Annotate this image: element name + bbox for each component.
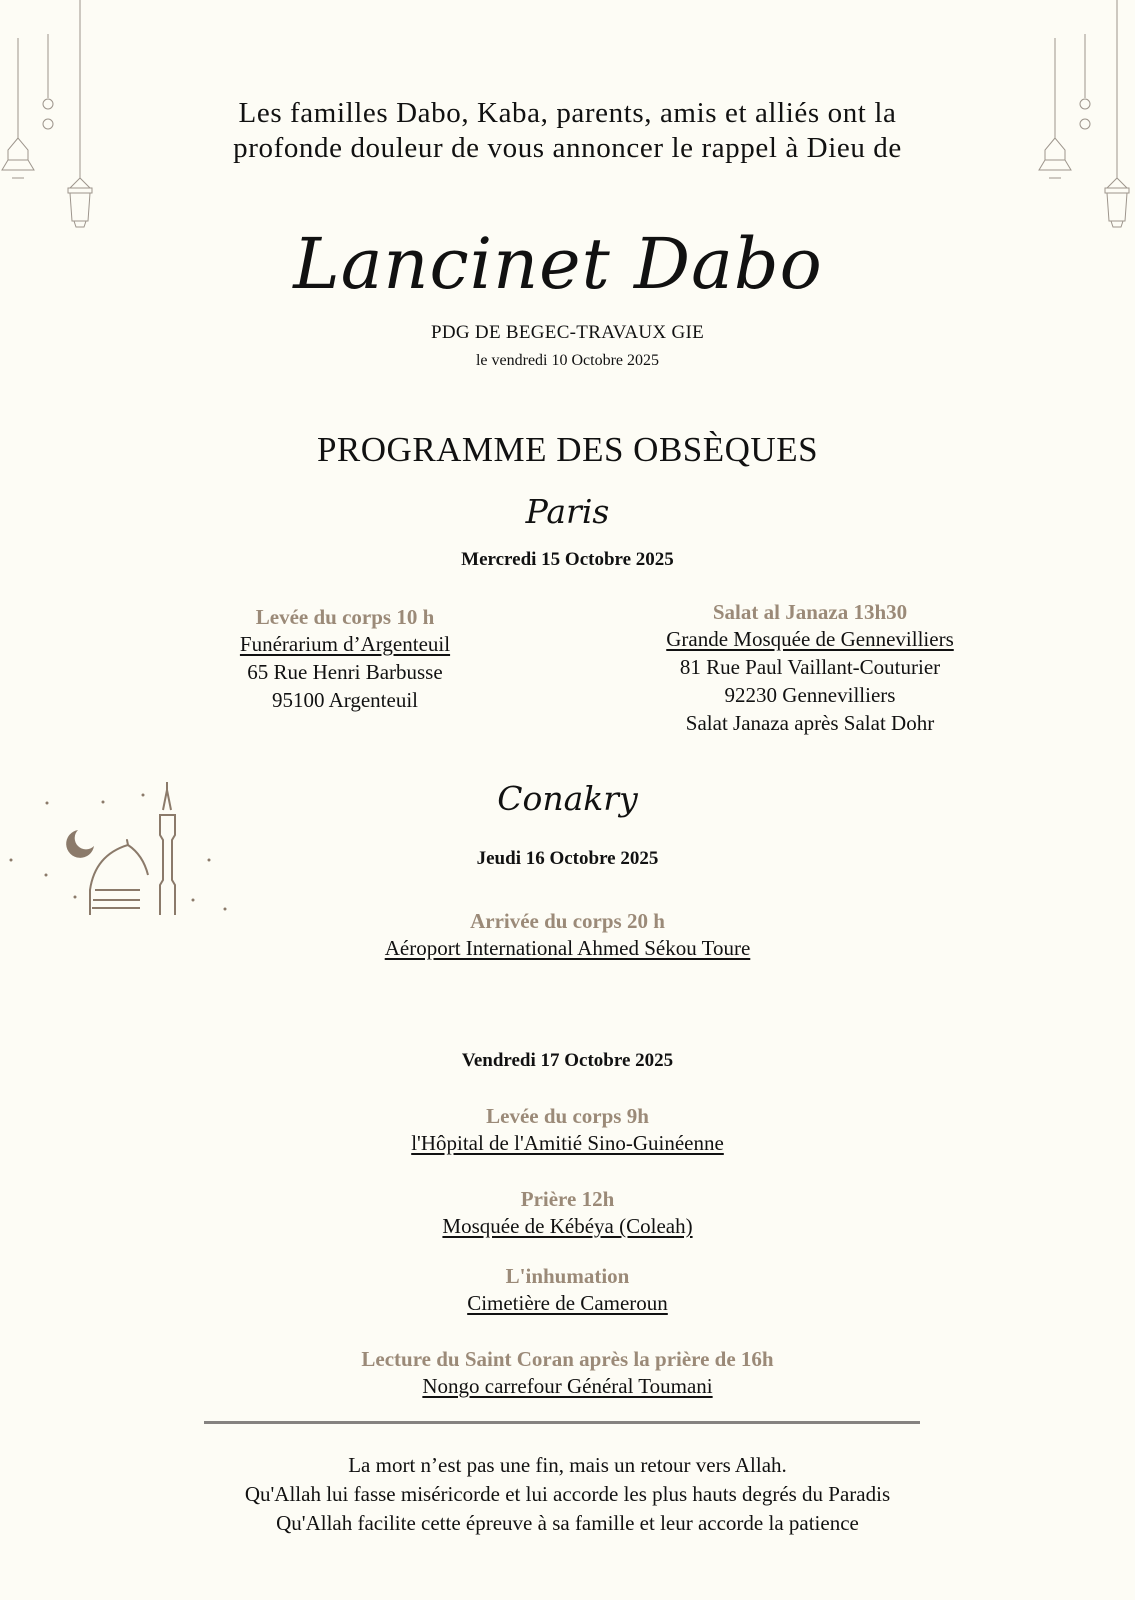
event-place: Cimetière de Cameroun [467,1291,668,1315]
conakry-event-priere [0,1187,1135,1240]
event-heading: Lecture du Saint Coran après la prière de 16h [361,1347,774,1371]
closing-line-3: Qu'Allah facilite cette épreuve à sa famille et leur accorde la patience [276,1511,859,1535]
paris-date: Mercredi 15 Octobre 2025 [461,549,674,570]
announcement-text [0,96,1135,166]
event-note: Salat Janaza après Salat Dohr [685,711,935,735]
event-heading: Prière 12h [520,1187,615,1211]
announcement-line-1: Les familles Dabo, Kaba, parents, amis et alliés ont la [238,97,897,129]
event-address-line: 81 Rue Paul Vaillant-Couturier [679,655,941,679]
event-place: Funérarium d’Argenteuil [239,632,451,656]
event-heading: Arrivée du corps 20 h [470,909,665,933]
event-place: l'Hôpital de l'Amitié Sino-Guinéenne [411,1131,724,1155]
city-conakry-heading: Conakry [497,779,638,818]
divider [204,1421,920,1424]
deceased-name-text: Lancinet Dabo [293,223,823,305]
closing-prayer [0,1451,1135,1538]
announcement-line-2: profonde douleur de vous annoncer le rappel à Dieu de [233,132,902,164]
conakry-event-inhumation [0,1264,1135,1317]
conakry-event-lecture [0,1347,1135,1400]
paris-event-janaza [620,600,1000,737]
programme-title: PROGRAMME DES OBSÈQUES [316,430,819,469]
event-place: Aéroport International Ahmed Sékou Toure [384,936,751,960]
conakry-event-levee [0,1104,1135,1157]
event-heading: Levée du corps 10 h [255,605,435,629]
event-place: Nongo carrefour Général Toumani [422,1374,713,1398]
deceased-title: PDG DE BEGEC-TRAVAUX GIE [430,322,705,343]
paris-event-levee [180,605,510,714]
closing-line-1: La mort n’est pas une fin, mais un retour vers Allah. [348,1453,787,1477]
date-of-death: le vendredi 10 Octobre 2025 [475,352,660,369]
event-heading: Salat al Janaza 13h30 [712,600,908,624]
city-paris-heading: Paris [525,492,610,531]
conakry-date-2: Vendredi 17 Octobre 2025 [461,1050,674,1071]
event-heading: Levée du corps 9h [486,1104,649,1128]
event-address-line: 95100 Argenteuil [271,688,418,712]
conakry-date-1: Jeudi 16 Octobre 2025 [476,848,659,869]
conakry-event-arrivee [0,909,1135,962]
closing-line-2: Qu'Allah lui fasse miséricorde et lui accorde les plus hauts degrés du Paradis [244,1482,891,1506]
event-place: Mosquée de Kébéya (Coleah) [442,1214,693,1238]
event-address-line: 65 Rue Henri Barbusse [247,660,443,684]
event-address-line: 92230 Gennevilliers [724,683,896,707]
event-heading: L'inhumation [505,1264,630,1288]
event-place: Grande Mosquée de Gennevilliers [666,627,954,651]
deceased-name [268,188,848,318]
